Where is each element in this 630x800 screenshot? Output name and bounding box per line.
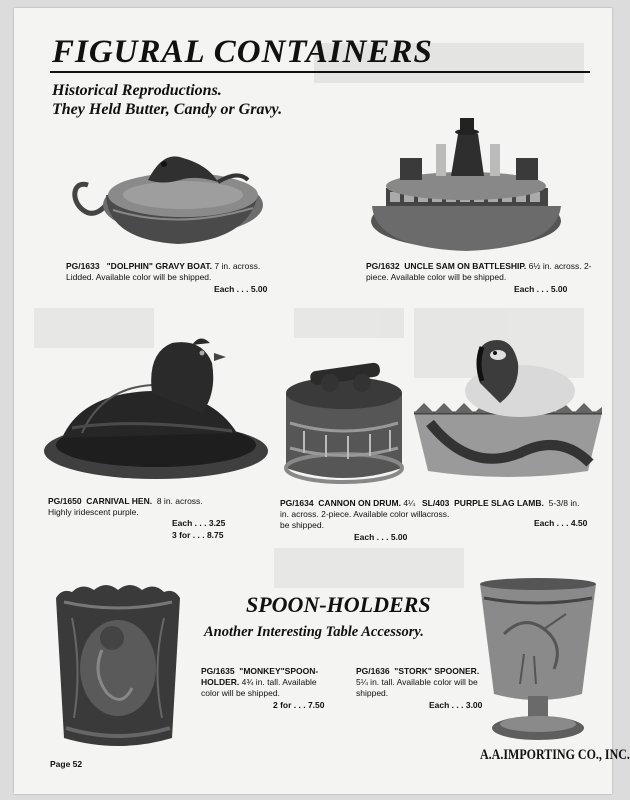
stork-caption [356, 666, 480, 699]
cannon-code: PG/1634 [280, 498, 314, 508]
uncle-sam-desc: 6½ in. across. 2-piece. Available color will be shipped. [366, 261, 592, 282]
monkey-spoon-holder-photo [52, 578, 184, 754]
dolphin-price: Each . . . 5.00 [214, 284, 268, 294]
hen-desc-line2: Highly iridescent purple. [48, 507, 139, 517]
hen-name: CARNIVAL HEN. [86, 496, 153, 506]
dolphin-gravy-boat-photo [68, 140, 278, 250]
uncle-sam-name: UNCLE SAM ON BATTLESHIP. [404, 261, 527, 271]
dolphin-caption [66, 261, 286, 283]
cannon-caption [280, 498, 425, 531]
lamb-price: Each . . . 4.50 [534, 518, 588, 528]
hen-code: PG/1650 [48, 496, 82, 506]
stork-price: Each . . . 3.00 [429, 700, 483, 710]
stork-code: PG/1636 [356, 666, 390, 676]
hen-price-each: Each . . . 3.25 [172, 518, 226, 528]
stork-desc: 5¼ in. tall. Available color will be shipped. [356, 677, 478, 698]
uncle-sam-battleship-photo [366, 116, 571, 256]
monkey-caption [201, 666, 337, 699]
uncle-sam-price: Each . . . 5.00 [514, 284, 568, 294]
page-title: FIGURAL CONTAINERS [52, 34, 433, 70]
monkey-code: PG/1635 [201, 666, 235, 676]
monkey-desc: 4¾ in. tall. Available color will be shipped. [201, 677, 317, 698]
lamb-caption [422, 498, 607, 520]
spoon-holders-subtitle: Another Interesting Table Accessory. [204, 624, 424, 640]
stork-name: "STORK" SPOONER. [394, 666, 480, 676]
lamb-desc-line2: across. [422, 509, 450, 519]
lamb-desc-line1: 5-3/8 in. [548, 498, 580, 508]
uncle-sam-code: PG/1632 [366, 261, 400, 271]
monkey-price: 2 for . . . 7.50 [273, 700, 325, 710]
carnival-hen-photo [42, 333, 270, 483]
hen-desc-line1: 8 in. across. [156, 496, 203, 506]
publisher-brand: A.A.IMPORTING CO., INC. [480, 745, 630, 763]
catalog-page [14, 8, 630, 794]
title-underline [50, 71, 590, 73]
dolphin-code: PG/1633 [66, 261, 100, 271]
uncle-sam-caption [366, 261, 596, 283]
spoon-holders-title: SPOON-HOLDERS [246, 592, 431, 617]
page-subtitle-line1: Historical Reproductions. [52, 82, 222, 99]
stork-spooner-photo [474, 574, 602, 754]
dolphin-name: "DOLPHIN" GRAVY BOAT. [106, 261, 213, 271]
lamb-name: PURPLE SLAG LAMB. [454, 498, 544, 508]
page-number: Page 52 [50, 759, 83, 769]
monkey-name: "MONKEY"SPOON-HOLDER. [201, 666, 319, 687]
slag-lamb-photo [410, 333, 606, 483]
page-subtitle-line2: They Held Butter, Candy or Gravy. [52, 101, 283, 118]
hen-caption [48, 496, 238, 518]
dolphin-desc: 7 in. across. Lidded. Available color will be shipped. [66, 261, 261, 282]
hen-price-three: 3 for . . . 8.75 [172, 530, 224, 540]
cannon-desc: 4¼ in. across. 2-piece. Available color will be shipped. [280, 498, 423, 530]
cannon-price: Each . . . 5.00 [354, 532, 408, 542]
lamb-code: SL/403 [422, 498, 450, 508]
cannon-on-drum-photo [280, 353, 408, 488]
cannon-name: CANNON ON DRUM. [318, 498, 401, 508]
